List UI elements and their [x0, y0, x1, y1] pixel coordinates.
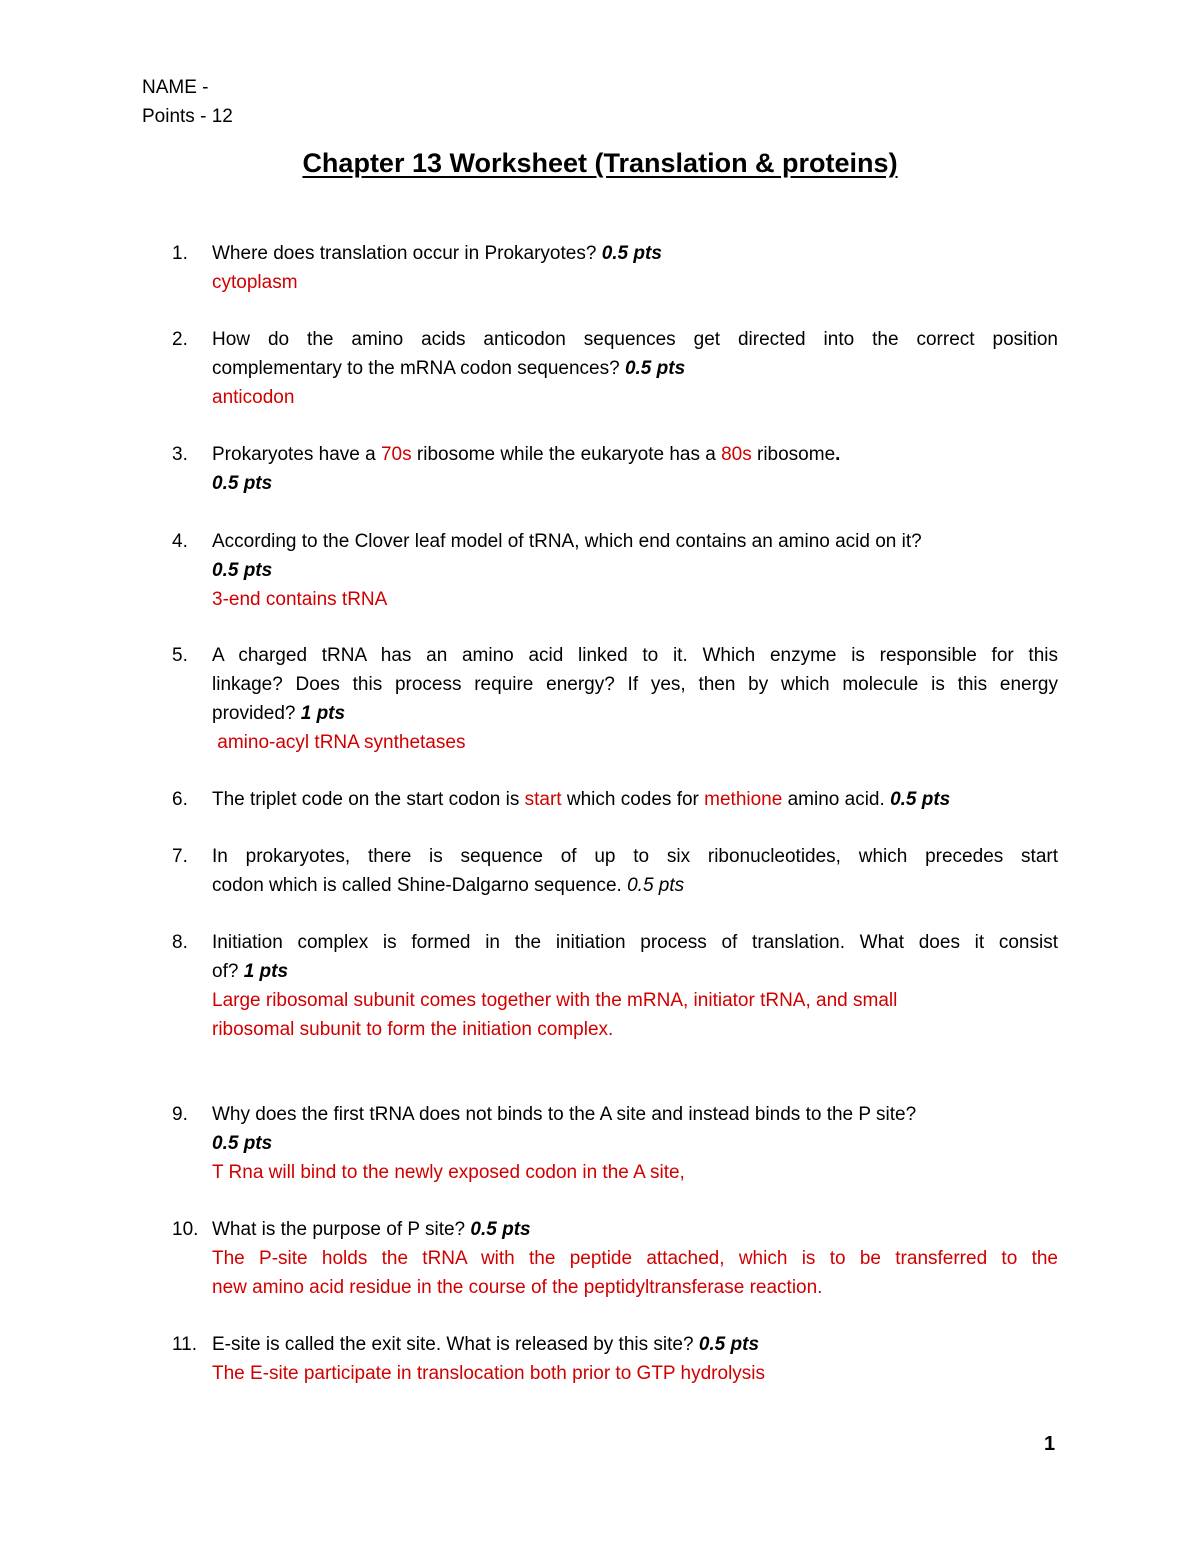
question-3	[172, 440, 1058, 498]
question-number: 10.	[172, 1219, 199, 1240]
question-text: complementary to the mRNA codon sequences?	[212, 358, 620, 379]
question-number: 3.	[172, 444, 188, 465]
question-8	[172, 928, 1058, 1044]
question-4	[172, 527, 1058, 614]
answer-text: amino-acyl tRNA synthetases	[212, 732, 466, 753]
question-text: codon which is called Shine-Dalgarno sequence.	[212, 875, 622, 896]
question-number: 2.	[172, 329, 188, 350]
question-text: The triplet code on the start codon is	[212, 789, 525, 810]
name-line: NAME -	[142, 77, 209, 98]
question-text: linkage? Does this process require energy? If yes, then by which molecule is this energy	[212, 674, 1058, 695]
question-text: which codes for	[561, 789, 705, 810]
answer-text: Large ribosomal subunit comes together with the mRNA, initiator tRNA, and small	[212, 990, 898, 1011]
page-title: Chapter 13 Worksheet (Translation & proteins)	[302, 148, 898, 178]
question-points: 0.5 pts	[624, 358, 686, 379]
question-points: 0.5 pts	[601, 243, 662, 264]
question-points: 1 pts	[300, 703, 346, 724]
question-5	[172, 641, 1058, 757]
header	[142, 73, 233, 131]
question-number: 4.	[172, 531, 188, 552]
question-text: According to the Clover leaf model of tRNA, which end contains an amino acid on it?	[212, 531, 922, 552]
question-6	[172, 785, 1058, 814]
question-text: Where does translation occur in Prokaryotes?	[212, 243, 597, 264]
question-points: 0.5 pts	[470, 1219, 531, 1240]
answer-fill: 80s	[721, 444, 752, 465]
question-text: A charged tRNA has an amino acid linked to it. Which enzyme is responsible for this	[212, 645, 1058, 666]
answer-fill: start	[524, 789, 562, 810]
answer-text: cytoplasm	[212, 272, 298, 293]
question-text: E-site is called the exit site. What is released by this site?	[212, 1334, 694, 1355]
answer-text: 3-end contains tRNA	[212, 589, 388, 610]
question-points: 0.5 pts	[627, 875, 685, 896]
question-text: Why does the first tRNA does not binds to the A site and instead binds to the P site?	[212, 1104, 917, 1125]
question-number: 8.	[172, 932, 188, 953]
answer-fill: methione	[704, 789, 783, 810]
page-number: 1	[1044, 1433, 1056, 1455]
question-points: 0.5 pts	[212, 473, 273, 494]
answer-text: anticodon	[212, 387, 295, 408]
question-number: 5.	[172, 645, 188, 666]
question-points: 0.5 pts	[698, 1334, 760, 1355]
question-7	[172, 842, 1058, 900]
question-text: of?	[212, 961, 239, 982]
question-text: ribosome while the eukaryote has a	[411, 444, 722, 465]
question-text: Prokaryotes have a	[212, 444, 381, 465]
answer-text: ribosomal subunit to form the initiation complex.	[212, 1019, 614, 1040]
points-line: Points - 12	[142, 106, 233, 127]
question-text: Initiation complex is formed in the initiation process of translation. What does it consist	[212, 932, 1058, 953]
question-points: 0.5 pts	[212, 1133, 273, 1154]
question-points: 0.5 pts	[212, 560, 273, 581]
question-number: 6.	[172, 789, 188, 810]
question-number: 7.	[172, 846, 188, 867]
question-points: 0.5 pts	[890, 789, 951, 810]
question-period: .	[835, 444, 841, 465]
question-text: amino acid.	[782, 789, 885, 810]
question-2	[172, 325, 1058, 412]
question-text: What is the purpose of P site?	[212, 1219, 466, 1240]
question-text: ribosome	[751, 444, 836, 465]
question-points: 1 pts	[243, 961, 289, 982]
answer-text: new amino acid residue in the course of the peptidyltransferase reaction.	[212, 1277, 823, 1298]
question-9	[172, 1100, 1058, 1187]
question-11	[172, 1330, 1058, 1388]
answer-text: The P-site holds the tRNA with the peptide attached, which is to be transferred to the	[212, 1248, 1058, 1269]
question-10	[172, 1215, 1058, 1302]
question-number: 1.	[172, 243, 188, 264]
question-text: In prokaryotes, there is sequence of up to six ribonucleotides, which precedes start	[212, 846, 1058, 867]
answer-text: The E-site participate in translocation both prior to GTP hydrolysis	[212, 1363, 766, 1384]
question-number: 9.	[172, 1104, 188, 1125]
answer-fill: 70s	[380, 444, 412, 465]
question-text: provided?	[212, 703, 296, 724]
question-number: 11.	[172, 1334, 198, 1355]
answer-text: T Rna will bind to the newly exposed codon in the A site,	[212, 1162, 685, 1183]
question-1	[172, 239, 1058, 297]
question-text: How do the amino acids anticodon sequences get directed into the correct position	[212, 329, 1058, 350]
